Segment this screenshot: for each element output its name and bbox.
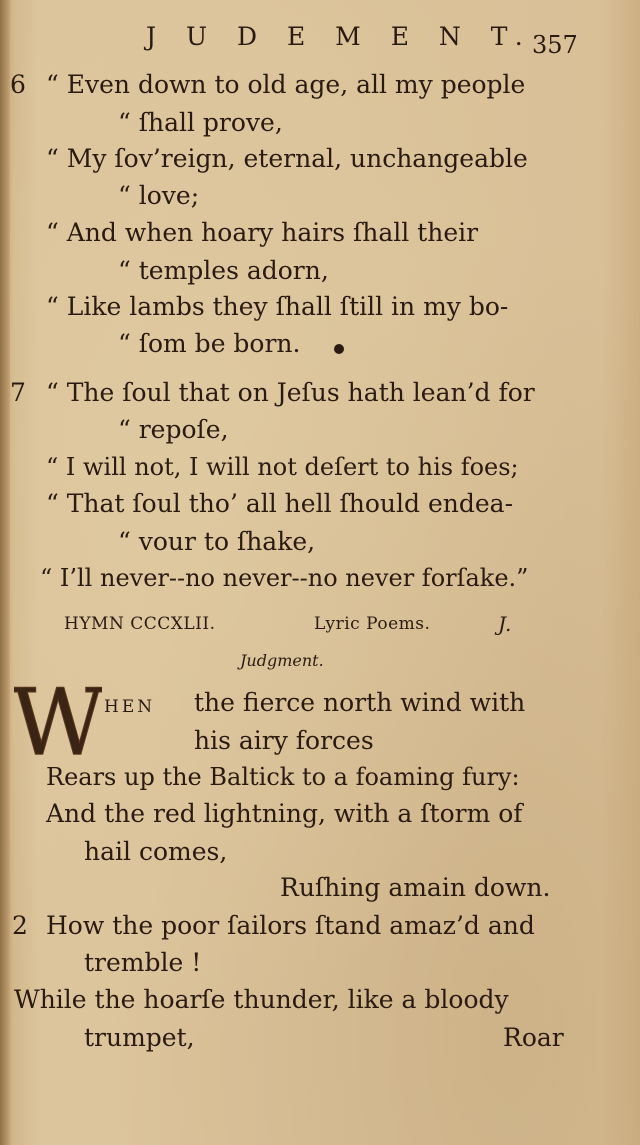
hymn-meter: Lyric Poems.: [314, 614, 431, 634]
stanza-number: 7: [10, 378, 26, 407]
verse-line: Ruſhing amain down.: [280, 873, 551, 902]
drop-cap-letter: W: [14, 678, 102, 764]
verse-line: “ And when hoary hairs ſhall their: [46, 218, 479, 247]
ink-blot: [334, 344, 344, 354]
verse-line: hail comes,: [84, 837, 228, 866]
verse-line: And the red lightning, with a ſtorm of: [46, 799, 523, 828]
drop-cap-continuation: HEN: [104, 697, 156, 717]
verse-line: “ love;: [118, 181, 200, 210]
verse-line: his airy forces: [194, 726, 374, 755]
stanza-number: 6: [10, 70, 26, 99]
page-gutter: [0, 0, 10, 1145]
verse-line: “ The ſoul that on Jeſus hath lean’d for: [46, 378, 535, 407]
verse-line: “ vour to ſhake,: [118, 527, 316, 556]
verse-line: “ temples adorn,: [118, 256, 329, 285]
verse-line: “ Like lambs they ſhall ſtill in my bo-: [46, 292, 509, 321]
verse-line: “ I will not, I will not deſert to his foes;: [46, 453, 519, 481]
stanza-number: 2: [12, 911, 28, 940]
verse-line: While the hoarſe thunder, like a bloody: [14, 985, 509, 1014]
page-number: 357: [532, 31, 578, 59]
verse-line: “ Even down to old age, all my people: [46, 70, 526, 99]
verse-line: the fierce north wind with: [194, 688, 526, 717]
verse-line: “ I’ll never--no never--no never forſake.”: [40, 564, 529, 592]
verse-line: tremble !: [84, 948, 202, 977]
verse-line: “ That ſoul tho’ all hell ſhould endea-: [46, 489, 514, 518]
drop-cap: [14, 678, 102, 764]
hymn-author: J.: [498, 612, 512, 636]
hymn-subject: Judgment.: [240, 651, 324, 670]
hymn-number: HYMN CCCXLII.: [64, 614, 216, 634]
running-title: J U D E M E N T.: [146, 22, 534, 51]
verse-line: “ repoſe,: [118, 415, 229, 444]
catchword: Roar: [503, 1023, 564, 1052]
verse-line: “ ſhall prove,: [118, 108, 283, 137]
verse-line: “ My ſov’reign, eternal, unchangeable: [46, 144, 528, 173]
verse-line: How the poor ſailors ſtand amaz’d and: [46, 911, 535, 940]
verse-line: Rears up the Baltick to a foaming fury:: [46, 763, 520, 791]
verse-line: trumpet,: [84, 1023, 195, 1052]
verse-line: “ ſom be born.: [118, 329, 301, 358]
drop-cap-ornament-icon: [14, 678, 102, 764]
